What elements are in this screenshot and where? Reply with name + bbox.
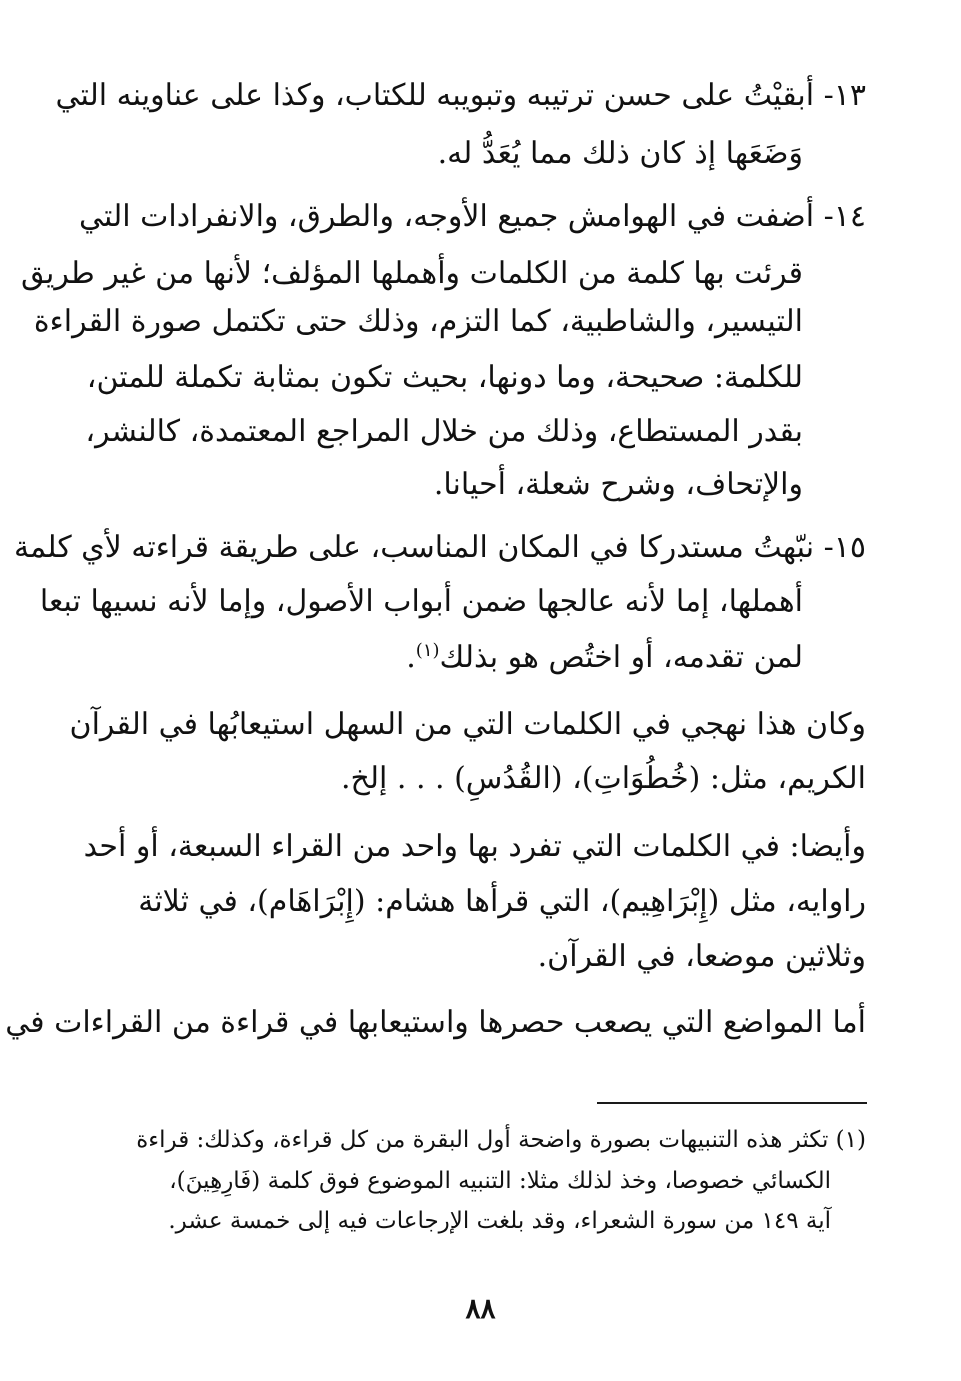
paragraph-method-line-2: الكريم، مثل: (خُطُوَاتِ)، (القُدُسِ) . . . إلخ. xyxy=(340,761,866,796)
item-13-line-2: وَضَعَها إذ كان ذلك مما يُعَدُّ له. xyxy=(437,136,803,171)
paragraph-also-line-1: وأيضا: في الكلمات التي تفرد بها واحد من القراء السبعة، أو أحد xyxy=(83,829,866,864)
item-14-line-6: والإتحاف، وشرح شعلة، أحيانا. xyxy=(433,467,803,502)
item-13-line-1: ١٣- أبقيْتُ على حسن ترتيبه وتبويبه للكتاب، وكذا على عناوينه التي xyxy=(55,78,866,113)
paragraph-method-line-1: وكان هذا نهجي في الكلمات التي من السهل استيعابُها في القرآن xyxy=(69,707,866,742)
footnote-line-1: (١) تكثر هذه التنبيهات بصورة واضحة أول البقرة من كل قراءة، وكذلك: قراءة xyxy=(136,1127,866,1153)
item-15-line-1: ١٥- نبّهتُ مستدركا في المكان المناسب، على طريقة قراءته لأي كلمة xyxy=(13,530,866,565)
paragraph-also-line-3: وثلاثين موضعا، في القرآن. xyxy=(537,939,866,974)
footnote-marker[interactable]: (١) xyxy=(415,640,440,661)
item-14-line-3: التيسير، والشاطبية، كما التزم، وذلك حتى تكتمل صورة القراءة xyxy=(33,304,803,339)
item-14-line-1: ١٤- أضفت في الهوامش جميع الأوجه، والطرق، والانفرادات التي xyxy=(79,199,866,234)
item-14-line-2: قرئت بها كلمة من الكلمات وأهملها المؤلف؛ لأنها من غير طريق xyxy=(21,256,803,291)
item-15-line-3-text: لمن تقدمه، أو اختُص هو بذلك xyxy=(439,640,803,675)
footnote-separator xyxy=(597,1102,867,1104)
item-14-line-5: بقدر المستطاع، وذلك من خلال المراجع المعتمدة، كالنشر، xyxy=(85,414,803,449)
footnote-line-3: آية ١٤٩ من سورة الشعراء، وقد بلغت الإرجاعات فيه إلى خمسة عشر. xyxy=(168,1208,831,1234)
item-14-line-4: للكلمة: صحيحة، وما دونها، بحيث تكون بمثابة تكملة للمتن، xyxy=(86,360,803,395)
item-15-line-3-end: . xyxy=(406,640,416,675)
item-15-line-3 xyxy=(406,638,803,678)
paragraph-asfor-line-1: أما المواضع التي يصعب حصرها واستيعابها في قراءة من القراءات في xyxy=(5,1005,866,1040)
page-number: ٨٨ xyxy=(465,1292,496,1325)
footnote-line-2: الكسائي خصوصا، وخذ لذلك مثلا: التنبيه الموضوع فوق كلمة (فَارِهِينَ)، xyxy=(169,1168,831,1194)
item-15-line-2: أهملها، إما لأنه عالجها ضمن أبواب الأصول، وإما لأنه نسيها تبعا xyxy=(39,584,803,619)
paragraph-also-line-2: راوايه، مثل (إِبْرَاهِيم)، التي قرأها هشام: (إِبْرَاهَام)، في ثلاثة xyxy=(138,884,866,919)
